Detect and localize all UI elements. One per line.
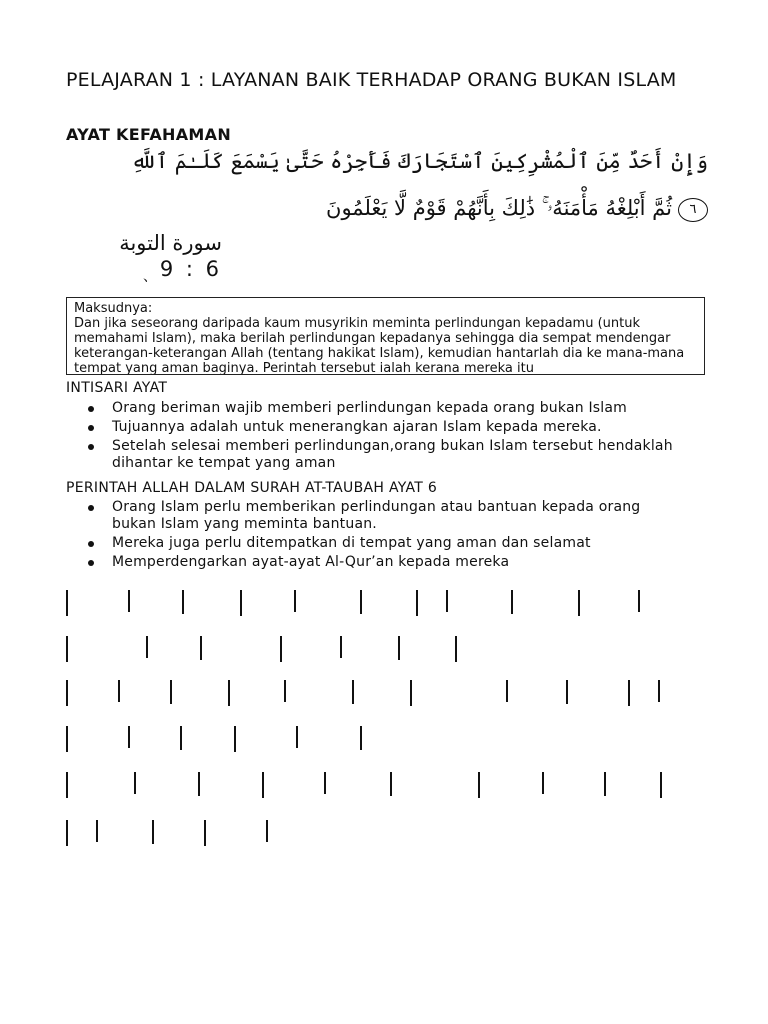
list-item — [66, 535, 686, 552]
perintah-list — [66, 499, 686, 573]
quran-verse — [131, 138, 708, 232]
tick-mark — [170, 680, 172, 704]
tick-mark — [200, 636, 202, 660]
surah-name: سورة التوبة — [119, 231, 222, 255]
tick-mark — [266, 820, 268, 842]
tick-mark — [360, 726, 362, 750]
quran-verse-line-1: وَإِنْ أَحَدٌ مِّنَ ٱلْمُشْرِكِينَ ٱسْتَجَارَكَ فَأَجِرْهُ حَتَّىٰ يَسْمَعَ كَلَـٰمَ ٱللَّهِ — [131, 149, 708, 173]
tick-mark — [66, 636, 68, 662]
tick-mark — [228, 680, 230, 706]
tick-mark — [66, 680, 68, 706]
tick-mark — [340, 636, 342, 658]
tick-mark — [66, 590, 68, 616]
tick-mark — [398, 636, 400, 660]
tick-mark — [66, 726, 68, 752]
tick-mark — [204, 820, 206, 846]
tick-mark — [128, 590, 130, 612]
tick-mark — [324, 772, 326, 794]
truncated-text-marks — [0, 580, 768, 850]
tick-mark — [134, 772, 136, 794]
tick-mark — [566, 680, 568, 704]
quran-verse-line-2 — [318, 185, 708, 232]
tick-mark — [296, 726, 298, 748]
tick-mark — [280, 636, 282, 662]
translation-box — [66, 297, 705, 375]
page-title: PELAJARAN 1 : LAYANAN BAIK TERHADAP ORANG BUKAN ISLAM — [66, 69, 677, 91]
translation-text: Dan jika seseorang daripada kaum musyrikin meminta perlindungan kepadamu (untuk memahami Islam), maka berilah perlindungan kepadanya sehingga dia sempat mendengar keterangan-keterangan Allah (tentang hakikat Islam), kemudian hantarlah dia ke mana-mana tempat yang aman baginya. Perintah tersebut ialah kerana mereka itu — [74, 316, 685, 375]
ayah-number-marker: ٦ — [678, 198, 708, 222]
tick-mark — [66, 820, 68, 846]
tick-mark — [294, 590, 296, 612]
bullet-icon — [88, 444, 94, 450]
list-item — [66, 499, 686, 533]
perintah-point-3: Memperdengarkan ayat-ayat Al-Qur’an kepada mereka — [112, 554, 510, 570]
tick-mark — [234, 726, 236, 752]
intisari-point-1: Orang beriman wajib memberi perlindungan kepada orang bukan Islam — [112, 400, 627, 416]
tick-mark — [658, 680, 660, 702]
surah-reference: 9 : 6 — [159, 257, 222, 281]
tick-mark — [128, 726, 130, 748]
tick-mark — [146, 636, 148, 658]
tick-mark — [390, 772, 392, 796]
bullet-icon — [88, 560, 94, 566]
tick-mark — [262, 772, 264, 798]
quran-verse-line-2-text: ثُمَّ أَبْلِغْهُ مَأْمَنَهُۥ ۚ ذَٰلِكَ بِأَنَّهُمْ قَوْمٌ لَّا يَعْلَمُونَ — [326, 196, 672, 220]
tick-mark — [198, 772, 200, 796]
perintah-point-2: Mereka juga perlu ditempatkan di tempat yang aman dan selamat — [112, 535, 591, 551]
ayat-kefahaman-heading: AYAT KEFAHAMAN — [66, 125, 232, 144]
tick-mark — [352, 680, 354, 704]
tick-mark — [542, 772, 544, 794]
tick-mark — [478, 772, 480, 798]
tick-mark — [660, 772, 662, 798]
translation-label: Maksudnya: — [74, 301, 153, 316]
bullet-icon — [88, 541, 94, 547]
perintah-point-1: Orang Islam perlu memberikan perlindungan atau bantuan kepada orang bukan Islam yang meminta bantuan. — [112, 499, 641, 532]
tick-mark — [284, 680, 286, 702]
tick-mark — [511, 590, 513, 614]
list-item — [66, 419, 686, 436]
tick-mark — [628, 680, 630, 706]
tick-mark — [360, 590, 362, 614]
bullet-icon — [88, 505, 94, 511]
tick-mark — [638, 590, 640, 612]
tick-mark — [604, 772, 606, 796]
tick-mark — [66, 772, 68, 798]
tick-mark — [180, 726, 182, 750]
bullet-icon — [88, 425, 94, 431]
tick-mark — [410, 680, 412, 706]
tick-mark — [240, 590, 242, 616]
intisari-point-3: Setelah selesai memberi perlindungan,orang bukan Islam tersebut hendaklah dihantar ke tempat yang aman — [112, 438, 673, 471]
list-item — [66, 438, 686, 472]
tick-mark — [446, 590, 448, 612]
tick-mark — [182, 590, 184, 614]
tick-mark — [455, 636, 457, 662]
bullet-icon — [88, 406, 94, 412]
surah-tick-mark: 、 — [143, 269, 157, 285]
tick-mark — [416, 590, 418, 616]
perintah-heading: PERINTAH ALLAH DALAM SURAH AT-TAUBAH AYAT 6 — [66, 480, 438, 496]
tick-mark — [152, 820, 154, 844]
list-item — [66, 400, 686, 417]
tick-mark — [578, 590, 580, 616]
intisari-point-2: Tujuannya adalah untuk menerangkan ajaran Islam kepada mereka. — [112, 419, 602, 435]
list-item — [66, 554, 686, 571]
intisari-heading: INTISARI AYAT — [66, 380, 168, 396]
tick-mark — [118, 680, 120, 702]
intisari-list — [66, 400, 686, 474]
tick-mark — [506, 680, 508, 702]
tick-mark — [96, 820, 98, 842]
